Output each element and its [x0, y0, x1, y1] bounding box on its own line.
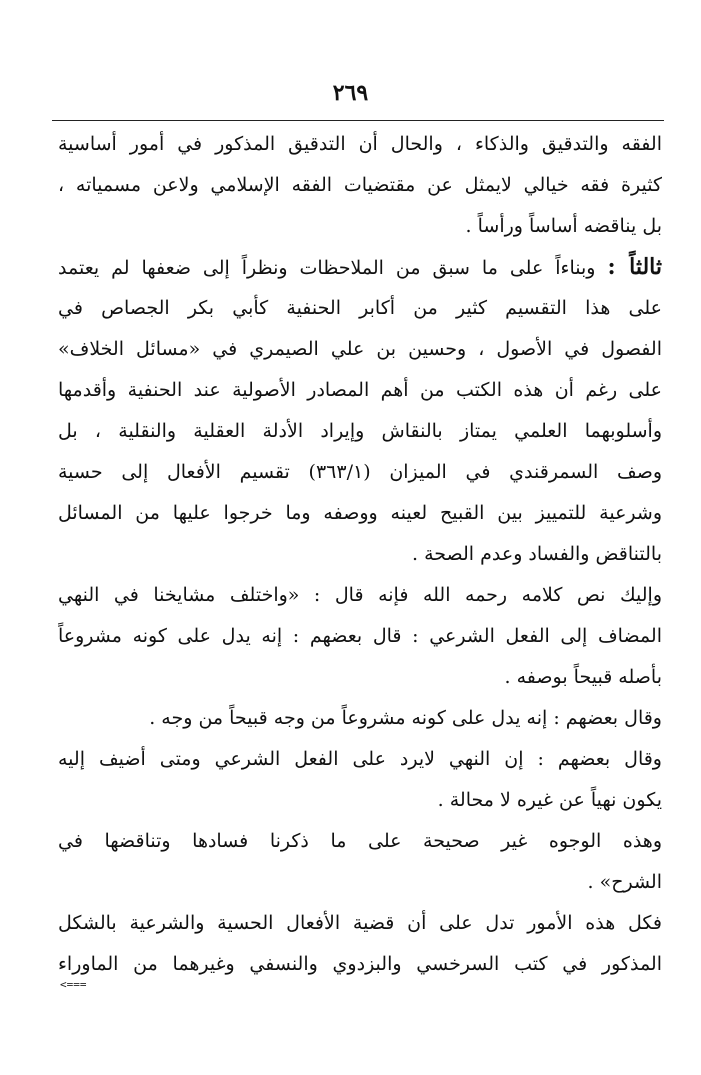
page-number: ٢٦٩ — [332, 80, 369, 106]
body-text — [58, 124, 662, 985]
text-line: المضاف إلى الفعل الشرعي : قال بعضهم : إنه يدل على كونه مشروعاً — [58, 625, 662, 647]
text-line: وقال بعضهم : إن النهي لايرد على الفعل الشرعي ومتى أضيف إليه — [58, 748, 662, 770]
text-line: وإليك نص كلامه رحمه الله فإنه قال : «واختلف مشايخنا في النهي — [58, 584, 662, 606]
continuation-arrow: <=== — [60, 978, 87, 991]
text-line: بأصله قبيحاً بوصفه . — [504, 666, 662, 688]
text-line: وشرعية للتمييز بين القبيح لعينه ووصفه وما خرجوا عليها من المسائل — [58, 502, 662, 524]
text-line: الفقه والتدقيق والذكاء ، والحال أن التدقيق المذكور في أمور أساسية — [58, 133, 662, 155]
section-lead: ثالثاً : — [607, 254, 662, 280]
text-line: الشرح» . — [587, 871, 662, 893]
text-line: المذكور في كتب السرخسي والبزدوي والنسفي وغيرهما من الماوراء — [58, 953, 662, 975]
text-line: فكل هذه الأمور تدل على أن قضية الأفعال الحسية والشرعية بالشكل — [58, 912, 662, 934]
text-line: وهذه الوجوه غير صحيحة على ما ذكرنا فسادها وتناقضها في — [58, 830, 662, 852]
text-line: ثالثاً : وبناءاً على ما سبق من الملاحظات ونظراً إلى ضعفها لم يعتمد — [58, 254, 662, 280]
text-line: على رغم أن هذه الكتب من أهم المصادر الأصولية عند الحنفية وأقدمها — [58, 379, 662, 401]
text-line: على هذا التقسيم كثير من أكابر الحنفية كأبي بكر الجصاص في — [58, 297, 662, 319]
text-line: وقال بعضهم : إنه يدل على كونه مشروعاً من وجه قبيحاً من وجه . — [149, 707, 662, 729]
text-line: بل يناقضه أساساً ورأساً . — [465, 215, 662, 237]
text-line: وأسلوبهما العلمي يمتاز بالنقاش وإيراد الأدلة العقلية والنقلية ، بل — [58, 420, 662, 442]
text-line: الفصول في الأصول ، وحسين بن علي الصيمري في «مسائل الخلاف» — [58, 338, 662, 360]
text-line: وصف السمرقندي في الميزان (٣٦٣/١) تقسيم الأفعال إلى حسية — [58, 461, 662, 483]
text-line: يكون نهياً عن غيره لا محالة . — [437, 789, 662, 811]
text-line: كثيرة فقه خيالي لايمثل عن مقتضيات الفقه الإسلامي ولاعن مسمياته ، — [58, 174, 662, 196]
text-line: بالتناقض والفساد وعدم الصحة . — [412, 543, 662, 565]
header-rule — [52, 120, 664, 121]
